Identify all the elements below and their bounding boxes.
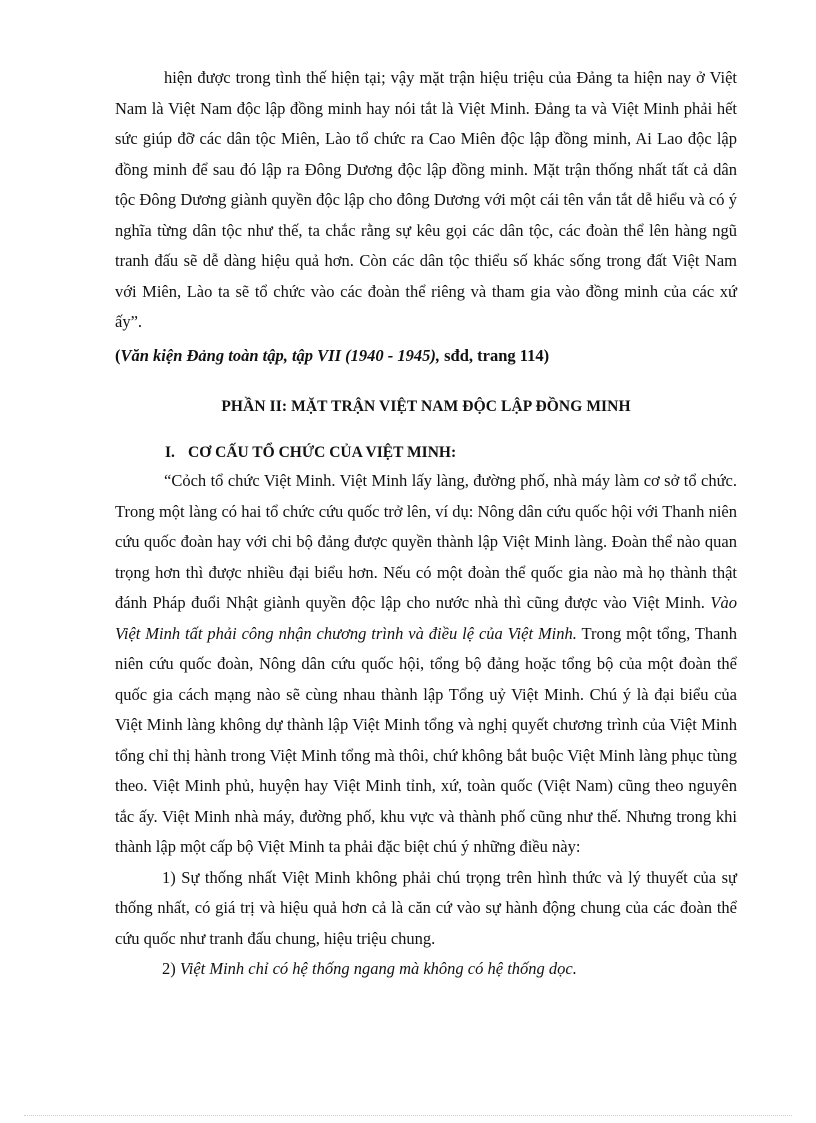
page-bottom-rule xyxy=(24,1115,792,1116)
citation-rest: sđd, trang 114) xyxy=(440,345,550,365)
section-title: CƠ CẤU TỔ CHỨC CỦA VIỆT MINH: xyxy=(188,444,457,461)
citation-open: ( xyxy=(115,345,121,365)
section-heading xyxy=(115,440,737,466)
citation xyxy=(115,341,737,372)
list-item-2-marker: 2) xyxy=(162,959,180,978)
citation-title: Văn kiện Đảng toàn tập, tập VII (1940 - 1945), xyxy=(120,345,440,365)
part-heading: PHẦN II: MẶT TRẬN VIỆT NAM ĐỘC LẬP ĐỒNG MINH xyxy=(221,398,631,415)
continued-paragraph: hiện được trong tình thế hiện tại; vậy mặt trận hiệu triệu của Đảng ta hiện nay ở Việt Nam là Việt Nam độc lập đồng minh hay nói tắt là Việt Minh. Đảng ta và Việt Minh phải hết sức giúp đỡ các dân tộc Miên, Lào tổ chức ra Cao Miên độc lập đồng minh, Ai Lao độc lập đồng minh để sau đó lập ra Đông Dương độc lập đồng minh. Mặt trận thống nhất tất cả dân tộc Đông Dương giành quyền độc lập cho đông Dương với một cái tên vắn tắt dễ hiểu và có ý nghĩa từng dân tộc như thế, ta chắc rằng sự kêu gọi các dân tộc, các đoàn thể lên hàng ngũ tranh đấu sẽ dễ dàng hiệu quả hơn. Còn các dân tộc thiểu số khác sống trong đất Việt Nam với Miên, Lào ta sẽ tổ chức vào các đoàn thể riêng và tham gia vào đồng minh của các xứ ấy”. xyxy=(115,68,737,331)
list-item-1-text: Sự thống nhất Việt Minh không phải chú trọng trên hình thức và lý thuyết của sự thống nhất, có giá trị và hiệu quả hơn cả là căn cứ vào sự hành động chung của các đoàn thể cứu quốc như tranh đấu chung, hiệu triệu chung. xyxy=(115,867,738,948)
section-number: I. xyxy=(165,444,175,461)
list-item-1-marker: 1) xyxy=(162,867,182,887)
list-item-1 xyxy=(115,863,737,955)
body-paragraph-italic: Vào Việt Minh tất phải công nhận chương trình và điều lệ của Việt Minh. xyxy=(115,593,737,643)
list-item-2-text: Việt Minh chỉ có hệ thống ngang mà không có hệ thống dọc. xyxy=(179,959,577,978)
body-paragraph-part2: Trong một tổng, Thanh niên cứu quốc đoàn, Nông dân cứu quốc hội, tổng bộ đảng hoặc tổng bộ của một đoàn thể quốc gia cách mạng nào sẽ cùng nhau thành lập Tổng uỷ Việt Minh. Chú ý là đại biểu của Việt Minh làng không dự thành lập Việt Minh tổng và nghị quyết chương trình của Việt Minh tổng chỉ thị hành trong Việt Minh tổng mà thôi, chứ không bắt buộc Việt Minh làng phục tùng theo. Việt Minh phủ, huyện hay Việt Minh tỉnh, xứ, toàn quốc (Việt Nam) cũng theo nguyên tắc ấy. Việt Minh nhà máy, đường phố, khu vực và thành phố cũng như thế. Nhưng trong khi thành lập một cấp bộ Việt Minh ta phải đặc biệt chú ý những điều này: xyxy=(115,623,737,856)
page-content xyxy=(115,63,737,985)
body-paragraph xyxy=(115,466,737,863)
body-paragraph-part1: “Cỏch tổ chức Việt Minh. Việt Minh lấy làng, đường phố, nhà máy làm cơ sở tổ chức. Trong một làng có hai tổ chức cứu quốc trở lên, ví dụ: Nông dân cứu quốc hội với Thanh niên cứu quốc đoàn hay với chi bộ đảng được quyền thành lập Việt Minh làng. Đoàn thể nào quan trọng hơn thì được nhiều đại biểu hơn. Nếu có một đoàn thể quốc gia nào mà họ thành thật đánh Pháp đuổi Nhật giành quyền độc lập cho nước nhà thì cũng được vào Việt Minh. xyxy=(115,471,737,612)
list-item-2 xyxy=(115,954,737,985)
